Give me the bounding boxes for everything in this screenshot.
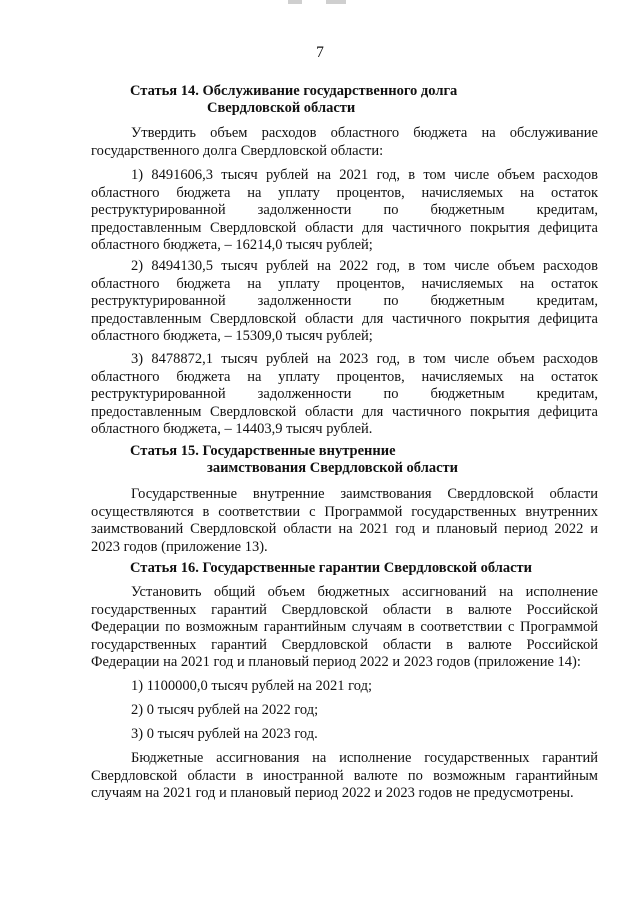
article-14-item-1: 1) 8491606,3 тысяч рублей на 2021 год, в том числе объем расходов областного бюджета на уплату процентов, начисляемых на остаток реструктурированной задолженности по бюджетным кредитам, предоставленным Свердловской области для частичного покрытия дефицита областного бюджета, – 16214,0 тысяч рублей;	[91, 167, 598, 253]
article-14-item-3: 3) 8478872,1 тысяч рублей на 2023 год, в том числе объем расходов областного бюджета на уплату процентов, начисляемых на остаток реструктурированной задолженности по бюджетным кредитам, предоставленным Свердловской области для частичного покрытия дефицита областного бюджета, – 14403,9 тысяч рублей.	[91, 351, 598, 437]
article-16-item-1: 1) 1100000,0 тысяч рублей на 2021 год;	[131, 678, 372, 694]
article-14-item-2: 2) 8494130,5 тысяч рублей на 2022 год, в том числе объем расходов областного бюджета на уплату процентов, начисляемых на остаток реструктурированной задолженности по бюджетным кредитам, предоставленным Свердловской области для частичного покрытия дефицита областного бюджета, – 15309,0 тысяч рублей;	[91, 258, 598, 344]
scan-artifact	[288, 0, 302, 4]
article-15-text: Государственные внутренние заимствования Свердловской области осуществляются в соответствии с Программой государственных внутренних заимствований Свердловской области на 2021 год и плановый период 2022 и 2023 годов (приложение 13).	[91, 486, 598, 555]
page-number: 7	[316, 44, 324, 61]
article-16-item-3: 3) 0 тысяч рублей на 2023 год.	[131, 726, 318, 742]
article-16-item-2: 2) 0 тысяч рублей на 2022 год;	[131, 702, 319, 718]
article-16-heading: Статья 16. Государственные гарантии Свердловской области	[130, 560, 533, 576]
article-15-heading-line2: заимствования Свердловской области	[207, 460, 458, 476]
scan-artifact	[326, 0, 346, 4]
article-16-closing: Бюджетные ассигнования на исполнение государственных гарантий Свердловской области в иностранной валюте по возможным гарантийным случаям на 2021 год и плановый период 2022 и 2023 годов не предусмотрены.	[91, 750, 598, 801]
article-14-intro: Утвердить объем расходов областного бюджета на обслуживание государственного долга Свердловской области:	[91, 125, 598, 159]
article-16-intro: Установить общий объем бюджетных ассигнований на исполнение государственных гарантий Свердловской области в валюте Российской Федерации по возможным гарантийным случаям в соответствии с Программой государственных гарантий Свердловской области в валюте Российской Федерации на 2021 год и плановый период 2022 и 2023 годов (приложение 14):	[91, 584, 598, 670]
article-14-heading-line2: Свердловской области	[207, 100, 356, 116]
article-14-heading	[130, 83, 457, 117]
article-15-heading	[130, 443, 458, 477]
article-14-heading-line1: Статья 14. Обслуживание государственного долга	[130, 83, 458, 99]
article-15-heading-line1: Статья 15. Государственные внутренние	[130, 443, 396, 459]
